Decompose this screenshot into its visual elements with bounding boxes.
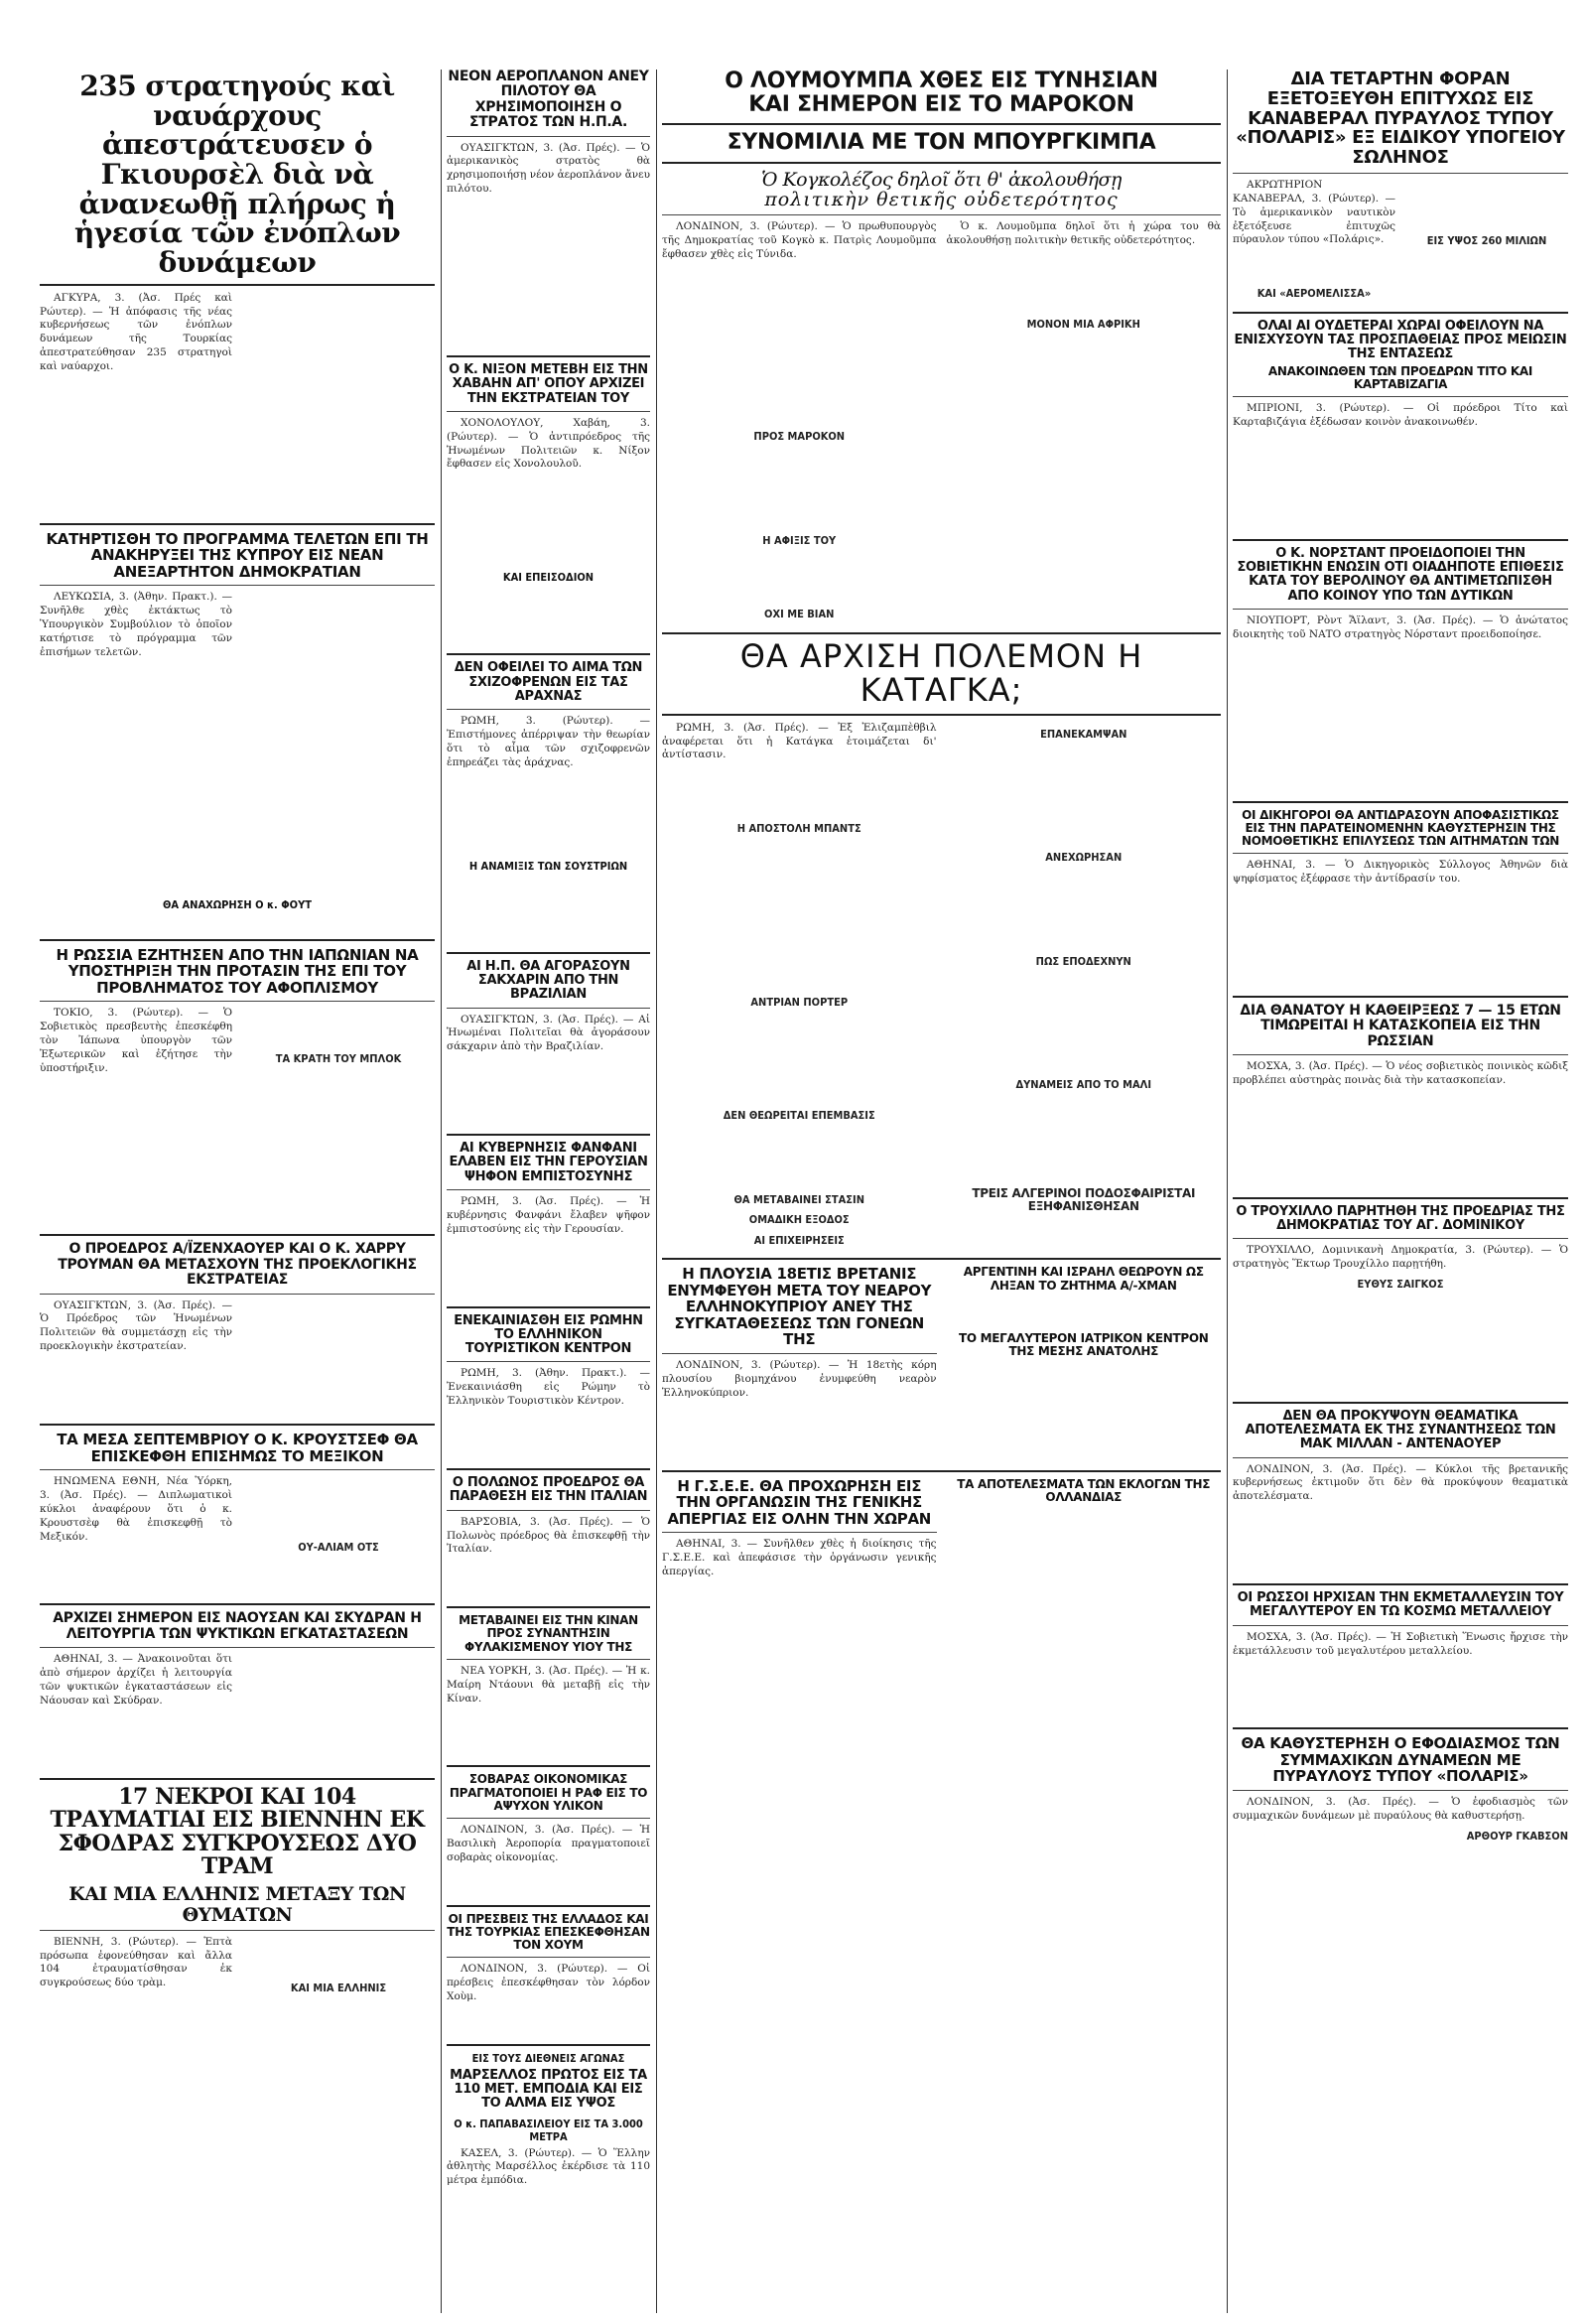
- ambassadors-headline: ΟΙ ΠΡΕΣΒΕΙΣ ΤΗΣ ΕΛΛΑΔΟΣ ΚΑΙ ΤΗΣ ΤΟΥΡΚΙΑΣ ΕΠΕΣΚΕΦΘΗΣΑΝ ΤΟΝ ΧΟΥΜ: [447, 1911, 650, 1952]
- russia-subhead: ΤΑ ΚΡΑΤΗ ΤΟΥ ΜΠΛΟΚ: [275, 1052, 402, 1066]
- lawyers-text: ΑΘΗΝΑΙ, 3. — Ὁ Δικηγορικὸς Σύλλογος Ἀθηνῶν διὰ ψηφίσματος ἐξέφρασε τὴν ἀντίδρασίν του.: [1233, 859, 1568, 886]
- katanga-text-1: ΡΩΜΗ, 3. (Ἀσ. Πρές). — Ἐξ Ἐλιζαμπὲθβιλ ἀναφέρεται ὅτι ἡ Κατάγκα ἑτοιμάζεται δι' ἀντίστασιν.: [662, 721, 937, 761]
- nixon-text: ΧΟΝΟΛΟΥΛΟΥ, Χαβάη, 3. (Ρώυτερ). — Ὁ ἀντιπρόεδρος τῆς Ἡνωμένων Πολιτειῶν κ. Νίξον ἔφθασεν εἰς Χονολουλοῦ.: [447, 416, 650, 471]
- games-headline: ΜΑΡΣΕΛΛΟΣ ΠΡΩΤΟΣ ΕΙΣ ΤΑ 110 ΜΕΤ. ΕΜΠΟΔΙΑ ΚΑΙ ΕΙΣ ΤΟ ΑΛΜΑ ΕΙΣ ΥΨΟΣ: [450, 2067, 647, 2112]
- lead-article-continuation: [40, 378, 232, 517]
- russia-headline: Η ΡΩΣΣΙΑ ΕΖΗΤΗΣΕΝ ΑΠΟ ΤΗΝ ΙΑΠΩΝΙΑΝ ΝΑ ΥΠΟΣΤΗΡΙΞΗ ΤΗΝ ΠΡΟΤΑΣΙΝ ΤΗΣ ΕΠΙ ΤΟΥ ΠΡΟΒΛΗΜΑΤΟΣ ΤΟΥ ΑΦΟΠΛΙΣΜΟΥ: [56, 945, 419, 997]
- delay-text: ΛΟΝΔΙΝΟΝ, 3. (Ἀσ. Πρές). — Ὁ ἐφοδιασμὸς τῶν συμμαχικῶν δυνάμεων μὲ πυραύλους θὰ καθυστερήσῃ.: [1233, 1795, 1568, 1822]
- khrushchev-text: ΗΝΩΜΕΝΑ ΕΘΝΗ, Νέα Ὑόρκη, 3. (Ἀσ. Πρές). — Διπλωματικοὶ κύκλοι ἀναφέρουν ὅτι ὁ κ. Κρουστσὲφ θὰ ἐπισκεφθῇ τὸ Μεξικόν.: [40, 1475, 232, 1543]
- eisenhower-text: ΟΥΑΣΙΓΚΤΩΝ, 3. (Ἀσ. Πρές). — Ὁ Πρόεδρος τῶν Ἡνωμένων Πολιτειῶν θὰ συμμετάσχῃ εἰς τὴν προεκλογικὴν ἐκστρατείαν.: [40, 1299, 232, 1353]
- gsee-headline: Η Γ.Σ.Ε.Ε. ΘΑ ΠΡΟΧΩΡΗΣΗ ΕΙΣ ΤΗΝ ΟΡΓΑΝΩΣΙΝ ΤΗΣ ΓΕΝΙΚΗΣ ΑΠΕΡΓΙΑΣ ΕΙΣ ΟΛΗΝ ΤΗΝ ΧΩΡΑΝ: [667, 1476, 932, 1528]
- poland-text: ΒΑΡΣΟΒΙΑ, 3. (Ἀσ. Πρές). — Ὁ Πολωνὸς πρόεδρος θὰ ἐπισκεφθῇ τὴν Ἰταλίαν.: [447, 1515, 650, 1556]
- main-headline-3: ΣΥΝΟΜΙΛΙΑ ΜΕ ΤΟΝ ΜΠΟΥΡΓΚΙΜΠΑ: [727, 130, 1156, 156]
- poland-headline: Ο ΠΟΛΩΝΟΣ ΠΡΟΕΔΡΟΣ ΘΑ ΠΑΡΑΘΕΣΗ ΕΙΣ ΤΗΝ ΙΤΑΛΙΑΝ: [449, 1475, 648, 1505]
- vienna-text: ΒΙΕΝΝΗ, 3. (Ρώυτερ). — Ἑπτὰ πρόσωπα ἐφονεύθησαν καὶ ἄλλα 104 ἐτραυματίσθησαν ἐκ συγκρούσεως δύο τρὰμ.: [40, 1935, 232, 1989]
- british-text: ΛΟΝΔΙΝΟΝ, 3. (Ρώυτερ). — Ἡ 18ετὴς κόρη πλουσίου βιομηχάνου ἐνυμφεύθη νεαρὸν Ἑλληνοκύπριον.: [662, 1358, 937, 1399]
- newspaper-page: [40, 69, 1568, 2313]
- column-2: [447, 69, 650, 2313]
- metal-text: ΜΟΣΧΑ, 3. (Ἀσ. Πρές). — Ἡ Σοβιετικὴ Ἕνωσις ἤρχισε τὴν ἐκμετάλλευσιν τοῦ μεγαλυτέρου μεταλλείου.: [1233, 1630, 1568, 1657]
- katanga-subhead-9: ΟΜΑΔΙΚΗ ΕΞΟΔΟΣ: [748, 1213, 850, 1227]
- fanfani-headline: ΑΙ ΚΥΒΕΡΝΗΣΙΣ ΦΑΝΦΑΝΙ ΕΛΑΒΕΝ ΕΙΣ ΤΗΝ ΓΕΡΟΥΣΙΑΝ ΨΗΦΟΝ ΕΜΠΙΣΤΟΣΥΝΗΣ: [449, 1141, 648, 1184]
- games-text: ΚΑΣΕΛ, 3. (Ρώυτερ). — Ὁ Ἕλλην ἀθλητὴς Μαρσέλλος ἐκέρδισε τὰ 110 μέτρα ἐμπόδια.: [447, 2146, 650, 2187]
- main-deck-1: Ὁ Κογκολέζος δηλοῖ ὅτι θ' ἀκολουθήσῃ: [761, 168, 1122, 191]
- rome-text: ΡΩΜΗ, 3. (Ἀθην. Πρακτ.). — Ἐνεκαινιάσθη εἰς Ρώμην τὸ Ἑλληνικὸν Τουριστικὸν Κέντρον.: [447, 1367, 650, 1408]
- column-rule-1: [441, 69, 442, 2313]
- metal-headline: ΟΙ ΡΩΣΣΟΙ ΗΡΧΙΣΑΝ ΤΗΝ ΕΚΜΕΤΑΛΛΕΥΣΙΝ ΤΟΥ ΜΕΓΑΛΥΤΕΡΟΥ ΕΝ ΤΩ ΚΟΣΜΩ ΜΕΤΑΛΛΕΙΟΥ: [1237, 1590, 1564, 1620]
- norstad-headline: Ο Κ. ΝΟΡΣΤΑΝΤ ΠΡΟΕΙΔΟΠΟΙΕΙ ΤΗΝ ΣΟΒΙΕΤΙΚΗΝ ΕΝΩΣΙΝ ΟΤΙ ΟΙΑΔΗΠΟΤΕ ΕΠΙΘΕΣΙΣ ΚΑΤΑ ΤΟΥ ΒΕΡΟΛΙΝΟΥ ΘΑ ΑΝΤΙΜΕΤΩΠΙΣΘΗ ΑΠΟ ΚΟΙΝΟΥ ΥΠΟ ΤΩΝ ΔΥΤΙΚΩΝ: [1237, 545, 1564, 604]
- espionage-headline: ΔΙΑ ΘΑΝΑΤΟΥ Η ΚΑΘΕΙΡΞΕΩΣ 7 — 15 ΕΤΩΝ ΤΙΜΩΡΕΙΤΑΙ Η ΚΑΤΑΣΚΟΠΕΙΑ ΕΙΣ ΤΗΝ ΡΩΣΣΙΑΝ: [1240, 1002, 1561, 1049]
- algerian-headline: ΤΡΕΙΣ ΑΛΓΕΡΙΝΟΙ ΠΟΔΟΣΦΑΙΡΙΣΤΑΙ ΕΞΗΦΑΝΙΣΘΗΣΑΝ: [972, 1185, 1196, 1214]
- column-rule-3: [1227, 69, 1228, 2313]
- khrushchev-headline: ΤΑ ΜΕΣΑ ΣΕΠΤΕΜΒΡΙΟΥ Ο Κ. ΚΡΟΥΣΤΣΕΦ ΘΑ ΕΠΙΣΚΕΦΘΗ ΕΠΙΣΗΜΩΣ ΤΟ ΜΕΞΙΚΟΝ: [57, 1431, 418, 1465]
- main-subhead-4: ΟΧΙ ΜΕ ΒΙΑΝ: [764, 608, 835, 621]
- chinese-headline: ΜΕΤΑΒΑΙΝΕΙ ΕΙΣ ΤΗΝ ΚΙΝΑΝ ΠΡΟΣ ΣΥΝΑΝΤΗΣΙΝ ΦΥΛΑΚΙΣΜΕΝΟΥ ΥΙΟΥ ΤΗΣ: [459, 1613, 638, 1654]
- nixon-headline: Ο Κ. ΝΙΞΟΝ ΜΕΤΕΒΗ ΕΙΣ ΤΗΝ ΧΑΒΑΗΝ ΑΠ' ΟΠΟΥ ΑΡΧΙΖΕΙ ΤΗΝ ΕΚΣΤΡΑΤΕΙΑΝ ΤΟΥ: [449, 362, 648, 406]
- column-4: [1233, 69, 1568, 2313]
- hp-text: ΟΥΑΣΙΓΚΤΩΝ, 3. (Ἀσ. Πρές). — Αἱ Ἡνωμέναι Πολιτεῖαι θὰ ἀγοράσουν σάκχαριν ἀπὸ τὴν Βραζιλίαν.: [447, 1013, 650, 1053]
- neutral-headline: ΟΛΑΙ ΑΙ ΟΥΔΕΤΕΡΑΙ ΧΩΡΑΙ ΟΦΕΙΛΟΥΝ ΝΑ ΕΝΙΣΧΥΣΟΥΝ ΤΑΣ ΠΡΟΣΠΑΘΕΙΑΣ ΠΡΟΣ ΜΕΙΩΣΙΝ ΤΗΣ ΕΝΤΑΣΕΩΣ: [1234, 318, 1567, 362]
- norstad-text: ΝΙΟΥΠΟΡΤ, Ρὸντ Ἄϊλαντ, 3. (Ἀσ. Πρές). — Ὁ ἀνώτατος διοικητὴς τοῦ ΝΑΤΟ στρατηγὸς Νόρσταντ προειδοποίησε.: [1233, 614, 1568, 640]
- polaris-subhead: ΕΙΣ ΥΨΟΣ 260 ΜΙΛΙΩΝ: [1426, 233, 1547, 247]
- polaris-subhead-2: ΚΑΙ «ΑΕΡΟΜΕΛΙΣΣΑ»: [1257, 287, 1372, 301]
- lawyers-headline: ΟΙ ΔΙΚΗΓΟΡΟΙ ΘΑ ΑΝΤΙΔΡΑΣΟΥΝ ΑΠΟΦΑΣΙΣΤΙΚΩΣ ΕΙΣ ΤΗΝ ΠΑΡΑΤΕΙΝΟΜΕΝΗΝ ΚΑΘΥΣΤΕΡΗΣΙΝ ΤΗΣ ΝΟΜΟΘΕΤΙΚΗΣ ΕΠΙΛΥΣΕΩΣ ΤΩΝ ΑΙΤΗΜΑΤΩΝ ΤΩΝ: [1242, 807, 1559, 849]
- main-deck-2: πολιτικὴν θετικῆς οὐδετερότητος: [764, 188, 1119, 210]
- katanga-subhead-1: Η ΑΠΟΣΤΟΛΗ ΜΠΑΝΤΣ: [736, 822, 861, 836]
- hp-headline: ΑΙ Η.Π. ΘΑ ΑΓΟΡΑΣΟΥΝ ΣΑΚΧΑΡΙΝ ΑΠΟ ΤΗΝ ΒΡΑΖΙΛΙΑΝ: [466, 958, 630, 1003]
- games-label: ΕΙΣ ΤΟΥΣ ΔΙΕΘΝΕΙΣ ΑΓΩΝΑΣ: [471, 2051, 625, 2065]
- lead-article-text: ΑΓΚΥΡΑ, 3. (Ἀσ. Πρές καὶ Ρώυτερ). — Ἡ ἀπόφασις τῆς νέας κυβερνήσεως τῶν ἐνόπλων δυνάμεων τῆς Τουρκίας ἀπεστρατεύθησαν 235 στρατηγοὶ καὶ ναύαρχοι.: [40, 291, 232, 372]
- katanga-subhead-5: ΠΩΣ ΕΠΟΔΕΧΝΥΝ: [1035, 954, 1131, 968]
- economic-text: ΛΟΝΔΙΝΟΝ, 3. (Ἀσ. Πρές). — Ἡ Βασιλικὴ Ἀεροπορία πραγματοποιεῖ σοβαρὰς οἰκονομίας.: [447, 1823, 650, 1863]
- ambassadors-text: ΛΟΝΔΙΝΟΝ, 3. (Ρώυτερ). — Οἱ πρέσβεις ἐπεσκέφθησαν τὸν λόρδον Χοὺμ.: [447, 1963, 650, 2002]
- lead-article-column-2: [242, 292, 435, 510]
- cyprus-subhead: ΘΑ ΑΝΑΧΩΡΗΣΗ Ο κ. ΦΟΥΤ: [162, 897, 312, 911]
- argentina-headline: ΑΡΓΕΝΤΙΝΗ ΚΑΙ ΙΣΡΑΗΛ ΘΕΩΡΟΥΝ ΩΣ ΛΗΞΑΝ ΤΟ ΖΗΤΗΜΑ Α/-ΧΜΑΝ: [963, 1265, 1204, 1293]
- gsee-text: ΑΘΗΝΑΙ, 3. — Συνῆλθεν χθὲς ἡ διοίκησις τῆς Γ.Σ.Ε.Ε. καὶ ἀπεφάσισε τὴν ὀργάνωσιν γενικῆς ἀπεργίας.: [662, 1538, 937, 1577]
- polaris-headline: ΔΙΑ ΤΕΤΑΡΤΗΝ ΦΟΡΑΝ ΕΞΕΤΟΞΕΥΘΗ ΕΠΙΤΥΧΩΣ ΕΙΣ ΚΑΝΑΒΕΡΑΛ ΠΥΡΑΥΛΟΣ ΤΥΠΟΥ «ΠΟΛΑΡΙΣ» ΕΞ ΕΙΔΙΚΟΥ ΥΠΟΓΕΙΟΥ ΣΩΛΗΝΟΣ: [1236, 69, 1565, 169]
- nixon-subhead: ΚΑΙ ΕΠΕΙΣΟΔΙΟΝ: [502, 571, 595, 585]
- macmillan-text: ΛΟΝΔΙΝΟΝ, 3. (Ἀσ. Πρές). — Κύκλοι τῆς βρετανικῆς κυβερνήσεως ἐκτιμοῦν ὅτι δὲν θὰ προκύψουν θεαματικὰ ἀποτελέσματα.: [1233, 1462, 1568, 1503]
- fanfani-text: ΡΩΜΗ, 3. (Ἀσ. Πρές). — Ἡ κυβέρνησις Φανφάνι ἔλαβεν ψῆφον ἐμπιστοσύνης εἰς τὴν Γερουσίαν.: [447, 1195, 650, 1235]
- games-subhead: Ο κ. ΠΑΠΑΒΑΣΙΛΕΙΟΥ ΕΙΣ ΤΑ 3.000 ΜΕΤΡΑ: [454, 2117, 643, 2143]
- main-headline-1: Ο ΛΟΥΜΟΥΜΠΑ ΧΘΕΣ ΕΙΣ ΤΥΝΗΣΙΑΝ: [725, 69, 1158, 93]
- trujillo-text: ΤΡΟΥΧΙΛΛΟ, Δομινικανὴ Δημοκρατία, 3. (Ρώυτερ). — Ὁ στρατηγὸς Ἕκτωρ Τρουχίλλο παρῃτήθη.: [1233, 1244, 1568, 1271]
- british-headline: Η ΠΛΟΥΣΙΑ 18ΕΤΙΣ ΒΡΕΤΑΝΙΣ ΕΝΥΜΦΕΥΘΗ ΜΕΤΑ ΤΟΥ ΝΕΑΡΟΥ ΕΛΛΗΝΟΚΥΠΡΙΟΥ ΑΝΕΥ ΤΗΣ ΣΥΓΚΑΤΑΘΕΣΕΩΣ ΤΩΝ ΓΟΝΕΩΝ ΤΗΣ: [667, 1265, 932, 1349]
- main-text-1: ΛΟΝΔΙΝΟΝ, 3. (Ρώυτερ). — Ὁ πρωθυπουργὸς τῆς Δημοκρατίας τοῦ Κογκὸ κ. Πατρὶς Λουμοῦμπα ἔφθασεν χθὲς εἰς Τύνιδα.: [662, 219, 937, 260]
- chinese-text: ΝΕΑ ΥΟΡΚΗ, 3. (Ἀσ. Πρές). — Ἡ κ. Μαίρη Ντάουνι θὰ μεταβῇ εἰς τὴν Κίναν.: [447, 1664, 650, 1705]
- katanga-subhead-6: ΔΥΝΑΜΕΙΣ ΑΠΟ ΤΟ ΜΑΛΙ: [1015, 1078, 1151, 1092]
- katanga-subhead-2: ΘΑ ΜΕΤΑΒΑΙΝΕΙ ΣΤΑΣΙΝ: [733, 1192, 864, 1206]
- naousa-headline: ΑΡΧΙΖΕΙ ΣΗΜΕΡΟΝ ΕΙΣ ΝΑΟΥΣΑΝ ΚΑΙ ΣΚΥΔΡΑΝ Η ΛΕΙΤΟΥΡΓΙΑ ΤΩΝ ΨΥΚΤΙΚΩΝ ΕΓΚΑΤΑΣΤΑΣΕΩΝ: [53, 1610, 422, 1642]
- katanga-subhead-8: ΔΕΝ ΘΕΩΡΕΙΤΑΙ ΕΠΕΜΒΑΣΙΣ: [723, 1109, 875, 1123]
- main-headline-2: ΚΑΙ ΣΗΜΕΡΟΝ ΕΙΣ ΤΟ ΜΑΡΟΚΟΝ: [748, 92, 1134, 118]
- lead-headline: 235 στρατηγούς καὶ ναυάρχους ἀπεστράτευσεν ὁ Γκιουρσὲλ διὰ νὰ ἀνανεωθῇ πλήρως ἡ ἡγεσία τῶν ἐνόπλων δυνάμεων: [73, 69, 401, 280]
- katanga-subhead-10: ΑΙ ΕΠΙΧΕΙΡΗΣΕΙΣ: [753, 1233, 845, 1247]
- main-subhead-3: Η ΑΦΙΞΙΣ ΤΟΥ: [762, 533, 837, 547]
- eisenhower-headline: Ο ΠΡΟΕΔΡΟΣ Α/ΪΖΕΝΧΑΟΥΕΡ ΚΑΙ Ο Κ. ΧΑΡΡΥ ΤΡΟΥΜΑΝ ΘΑ ΜΕΤΑΣΧΟΥΝ ΤΗΣ ΠΡΟΕΚΛΟΓΙΚΗΣ ΕΚΣΤΡΑΤΕΙΑΣ: [58, 1241, 417, 1289]
- blood-text: ΡΩΜΗ, 3. (Ρώυτερ). — Ἐπιστήμονες ἀπέρριψαν τὴν θεωρίαν ὅτι τὸ αἷμα τῶν σχιζοφρενῶν ἐπηρεάζει τὰς ἀράχνας.: [447, 715, 650, 768]
- main-subhead-2: ΠΡΟΣ ΜΑΡΟΚΟΝ: [753, 430, 846, 444]
- vienna-subhead: ΚΑΙ ΜΙΑ ΕΛΛΗΝΙΣ: [290, 1981, 387, 1994]
- naousa-text: ΑΘΗΝΑΙ, 3. — Ἀνακοινοῦται ὅτι ἀπὸ σήμερον ἀρχίζει ἡ λειτουργία τῶν ψυκτικῶν ἐγκαταστάσεων εἰς Νάουσαν καὶ Σκύδραν.: [40, 1653, 232, 1707]
- espionage-text: ΜΟΣΧΑ, 3. (Ἀσ. Πρές). — Ὁ νέος σοβιετικὸς ποινικὸς κῶδιξ προβλέπει αὐστηρὰς ποινὰς διὰ τὴν κατασκοπείαν.: [1233, 1060, 1568, 1086]
- aircraft-headline: ΝΕΟΝ ΑΕΡΟΠΛΑΝΟΝ ΑΝΕΥ ΠΙΛΟΤΟΥ ΘΑ ΧΡΗΣΙΜΟΠΟΙΗΣΗ Ο ΣΤΡΑΤΟΣ ΤΩΝ Η.Π.Α.: [448, 69, 649, 131]
- neutral-deck: ΑΝΑΚΟΙΝΩΘΕΝ ΤΩΝ ΠΡΟΕΔΡΩΝ ΤΙΤΟ ΚΑΙ ΚΑΡΤΑΒΙΖΑΓΙΑ: [1267, 363, 1533, 391]
- medical-headline: ΤΟ ΜΕΓΑΛΥΤΕΡΟΝ ΙΑΤΡΙΚΟΝ ΚΕΝΤΡΟΝ ΤΗΣ ΜΕΣΗΣ ΑΝΑΤΟΛΗΣ: [958, 1330, 1209, 1358]
- column-3: [662, 69, 1221, 2313]
- trujillo-subhead: ΕΥΘΥΣ ΣΑΙΓΚΟΣ: [1357, 1278, 1444, 1292]
- russia-text: ΤΟΚΙΟ, 3. (Ρώυτερ). — Ὁ Σοβιετικὸς πρεσβευτὴς ἐπεσκέφθη τὸν Ἰάπωνα ὑπουργὸν τῶν Ἐξωτερικῶν καὶ ἐζήτησε τὴν ὑποστήριξιν.: [40, 1007, 232, 1074]
- rome-headline: ΕΝΕΚΑΙΝΙΑΣΘΗ ΕΙΣ ΡΩΜΗΝ ΤΟ ΕΛΛΗΝΙΚΟΝ ΤΟΥΡΙΣΤΙΚΟΝ ΚΕΝΤΡΟΝ: [454, 1312, 643, 1357]
- economic-headline: ΣΟΒΑΡΑΣ ΟΙΚΟΝΟΜΙΚΑΣ ΠΡΑΓΜΑΤΟΠΟΙΕΙ Η ΡΑΦ ΕΙΣ ΤΟ ΑΨΥΧΟΝ ΥΛΙΚΟΝ: [449, 1772, 648, 1813]
- katanga-subhead-7: ΑΝΤΡΙΑΝ ΠΟΡΤΕΡ: [750, 995, 849, 1009]
- main-text-2: Ὁ κ. Λουμοῦμπα δηλοῖ ὅτι ἡ χώρα του θὰ ἀκολουθήσῃ πολιτικὴν θετικῆς οὐδετερότητος.: [946, 219, 1221, 246]
- cyprus-text: ΛΕΥΚΩΣΙΑ, 3. (Ἀθην. Πρακτ.). — Συνῆλθε χθὲς ἐκτάκτως τὸ Ὑπουργικὸν Συμβούλιον τὸ ὁποῖον κατήρτισε τὸ πρόγραμμα τῶν ἐπισήμων τελετῶν.: [40, 591, 232, 658]
- delay-signature: ΑΡΘΟΥΡ ΓΚΑΒΣΟΝ: [1466, 1829, 1568, 1843]
- khrushchev-subhead: ΟΥ-ΑΛΙΑΜ ΟΤΣ: [298, 1541, 379, 1555]
- netherlands-headline: ΤΑ ΑΠΟΤΕΛΕΣΜΑΤΑ ΤΩΝ ΕΚΛΟΓΩΝ ΤΗΣ ΟΛΛΑΝΔΙΑΣ: [957, 1476, 1211, 1504]
- aircraft-text: ΟΥΑΣΙΓΚΤΩΝ, 3. (Ἀσ. Πρές). — Ὁ ἀμερικανικὸς στρατὸς θὰ χρησιμοποιήσῃ νέον ἀεροπλάνον ἄνευ πιλότου.: [447, 141, 650, 196]
- vienna-subheadline: ΚΑΙ ΜΙΑ ΕΛΛΗΝΙΣ ΜΕΤΑΞΥ ΤΩΝ ΘΥΜΑΤΩΝ: [68, 1883, 406, 1926]
- cyprus-headline: ΚΑΤΗΡΤΙΣΘΗ ΤΟ ΠΡΟΓΡΑΜΜΑ ΤΕΛΕΤΩΝ ΕΠΙ ΤΗ ΑΝΑΚΗΡΥΞΕΙ ΤΗΣ ΚΥΠΡΟΥ ΕΙΣ ΝΕΑΝ ΑΝΕΞΑΡΤΗΤΟΝ ΔΗΜΟΚΡΑΤΙΑΝ: [46, 529, 429, 581]
- blood-subhead: Η ΑΝΑΜΙΞΙΣ ΤΩΝ ΣΟΥΣΤΡΙΩΝ: [468, 859, 628, 873]
- column-1: [40, 69, 435, 2313]
- neutral-text: ΜΠΡΙΟΝΙ, 3. (Ρώυτερ). — Οἱ πρόεδροι Τίτο καὶ Καρταβιζάγια ἐξέδωσαν κοινὸν ἀνακοινωθέν.: [1233, 402, 1568, 428]
- column-rule-2: [656, 69, 657, 2313]
- blood-headline: ΔΕΝ ΟΦΕΙΛΕΙ ΤΟ ΑΙΜΑ ΤΩΝ ΣΧΙΖΟΦΡΕΝΩΝ ΕΙΣ ΤΑΣ ΑΡΑΧΝΑΣ: [454, 660, 643, 704]
- vienna-headline: 17 ΝΕΚΡΟΙ ΚΑΙ 104 ΤΡΑΥΜΑΤΙΑΙ ΕΙΣ ΒΙΕΝΝΗΝ ΕΚ ΣΦΟΔΡΑΣ ΣΥΓΚΡΟΥΣΕΩΣ ΔΥΟ ΤΡΑΜ: [50, 1784, 425, 1880]
- main-subhead-1: ΜΟΝΟΝ ΜΙΑ ΑΦΡΙΚΗ: [1026, 317, 1140, 331]
- katanga-headline: ΘΑ ΑΡΧΙΣΗ ΠΟΛΕΜΟΝ Η ΚΑΤΑΓΚΑ;: [739, 636, 1143, 709]
- trujillo-headline: Ο ΤΡΟΥΧΙΛΛΟ ΠΑΡΗΤΗΘΗ ΤΗΣ ΠΡΟΕΔΡΙΑΣ ΤΗΣ ΔΗΜΟΚΡΑΤΙΑΣ ΤΟΥ ΑΓ. ΔΟΜΙΝΙΚΟΥ: [1236, 1203, 1565, 1234]
- polaris-text: ΑΚΡΩΤΗΡΙΟΝ ΚΑΝΑΒΕΡΑΛ, 3. (Ρώυτερ). — Τὸ ἀμερικανικὸν ναυτικὸν ἐξετόξευσε ἐπιτυχῶς πύραυλον τύπου «Πολάρις».: [1233, 178, 1395, 246]
- delay-headline: ΘΑ ΚΑΘΥΣΤΕΡΗΣΗ Ο ΕΦΟΔΙΑΣΜΟΣ ΤΩΝ ΣΥΜΜΑΧΙΚΩΝ ΔΥΝΑΜΕΩΝ ΜΕ ΠΥΡΑΥΛΟΥΣ ΤΥΠΟΥ «ΠΟΛΑΡΙΣ»: [1241, 1734, 1560, 1786]
- katanga-subhead-4: ΑΝΕΧΩΡΗΣΑΝ: [1045, 851, 1123, 865]
- katanga-subhead-3: ΕΠΑΝΕΚΑΜΨΑΝ: [1040, 727, 1127, 741]
- macmillan-headline: ΔΕΝ ΘΑ ΠΡΟΚΥΨΟΥΝ ΘΕΑΜΑΤΙΚΑ ΑΠΟΤΕΛΕΣΜΑΤΑ ΕΚ ΤΗΣ ΣΥΝΑΝΤΗΣΕΩΣ ΤΩΝ ΜΑΚ ΜΙΛΛΑΝ - ΑΝΤΕΝΑΟΥΕΡ: [1245, 1408, 1556, 1452]
